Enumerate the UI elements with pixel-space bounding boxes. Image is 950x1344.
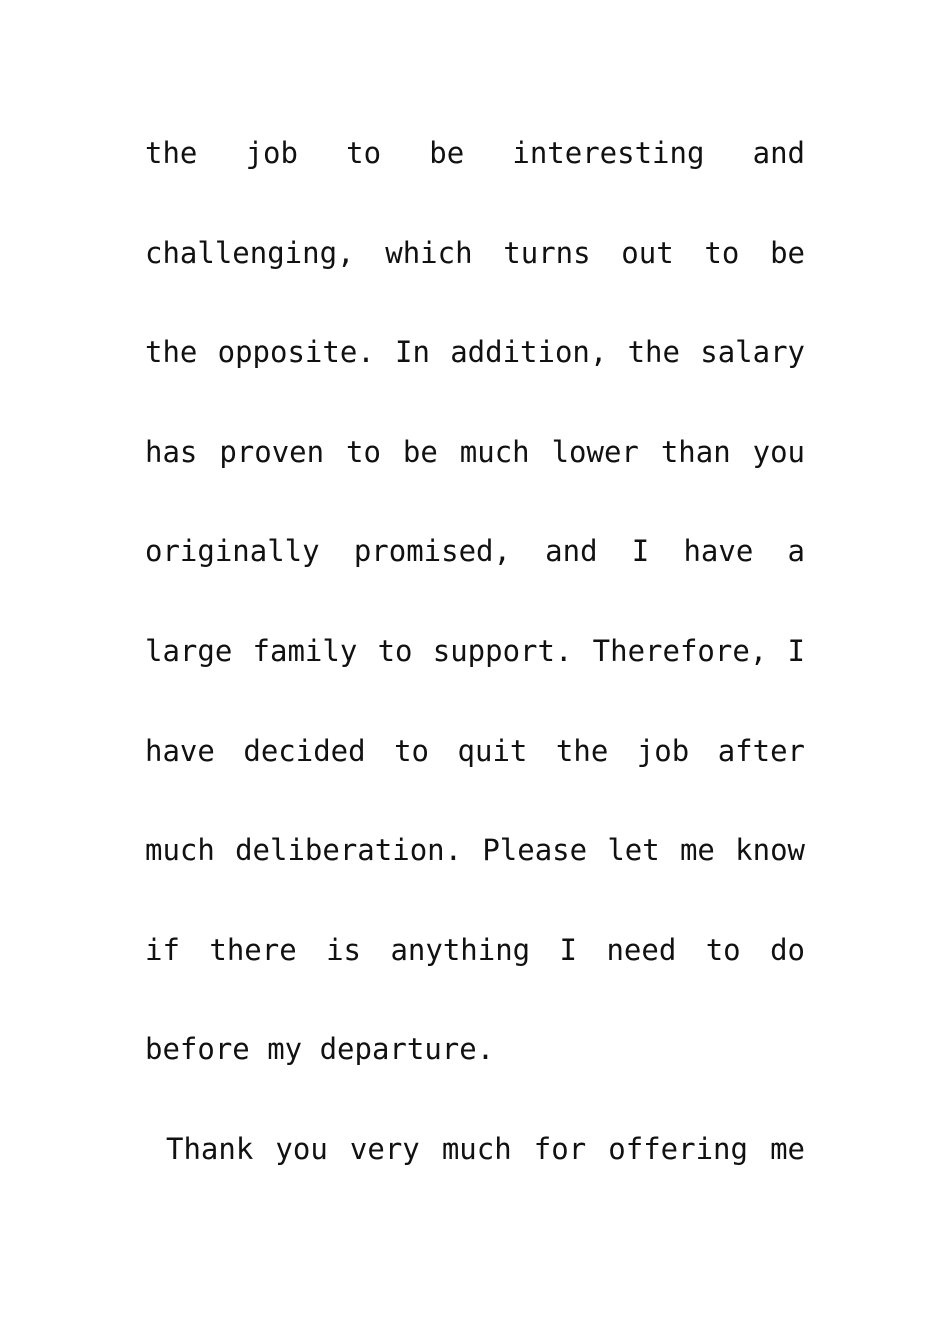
text-line: originally promised, and I have a <box>145 534 805 569</box>
text-line: large family to support. Therefore, I <box>145 633 805 668</box>
text-line: has proven to be much lower than you <box>145 434 805 469</box>
text-line: if there is anything I need to do <box>145 932 805 967</box>
text-line: much deliberation. Please let me know <box>145 833 805 868</box>
paragraph-end-line: before my departure. <box>145 1032 495 1067</box>
text-line: the opposite. In addition, the salary <box>145 335 805 370</box>
letter-body <box>145 128 805 1224</box>
text-line: have decided to quit the job after <box>145 733 805 768</box>
paragraph-start-line: Thank you very much for offering me <box>166 1131 805 1166</box>
text-line: the job to be interesting and <box>145 136 805 170</box>
text-line: challenging, which turns out to be <box>145 235 805 270</box>
